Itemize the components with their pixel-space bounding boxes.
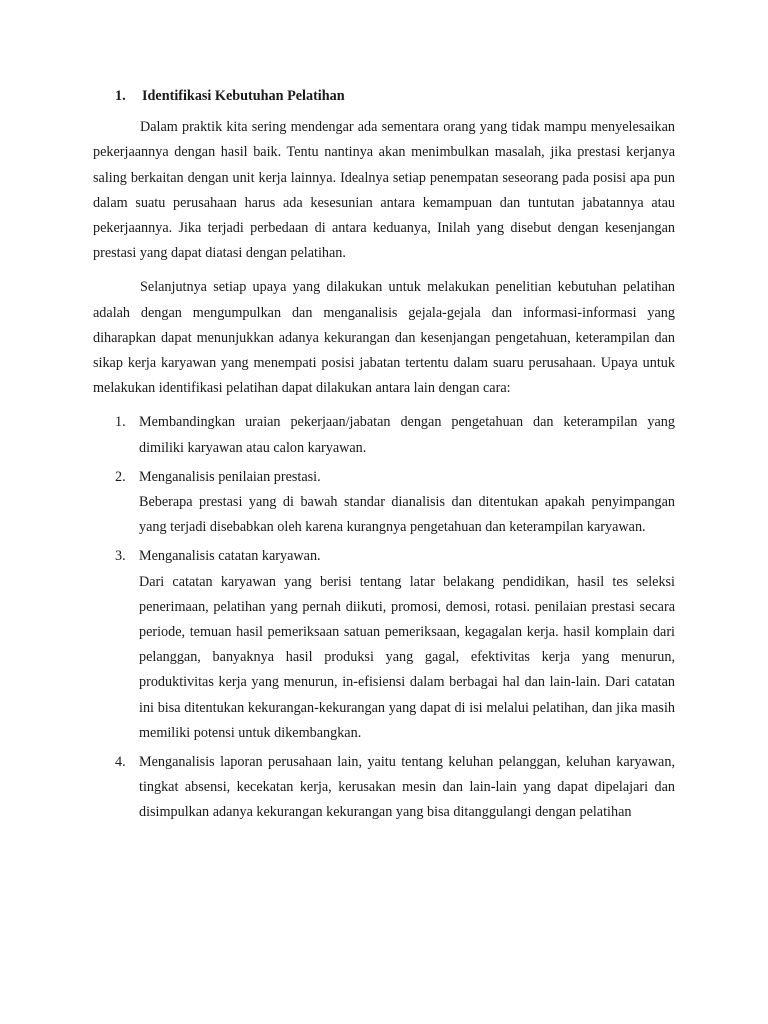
list-item-number: 1. [115, 414, 126, 431]
list-item-detail: Beberapa prestasi yang di bawah standar dianalisis dan ditentukan apakah penyimpangan yang terjadi disebabkan oleh karena kurangnya pengetahuan dan keterampilan karyawan. [139, 494, 675, 536]
list-item-detail: Dari catatan karyawan yang berisi tentang latar belakang pendidikan, hasil tes seleksi penerimaan, pelatihan yang pernah diikuti, promosi, demosi, rotasi. penilaian prestasi secara periode, temuan hasil pemeriksaan satuan pemeriksaan, kegagalan kerja. hasil komplain dari pelanggan, banyaknya hasil produksi yang gagal, efektivitas kerja yang menurun, produktivitas kerja yang menurun, in-efisiensi dalam berbagai hal dan lain-lain. Dari catatan ini bisa ditentukan kekurangan-kekurangan yang dapat di isi melalui pelatihan, dan jika masih memiliki potensi untuk dikembangkan. [139, 573, 675, 741]
list-item [93, 410, 675, 460]
list-item-title: Menganalisis penilaian prestasi. [139, 468, 321, 485]
list-item-title: Menganalisis laporan perusahaan lain, yaitu tentang keluhan pelanggan, keluhan karyawan, tingkat absensi, kecekatan kerja, kerusakan mesin dan lain-lain yang dapat dipelajari dan disimpulkan adanya kekurangan kekurangan yang bisa ditanggulangi dengan pelatihan [139, 754, 675, 821]
section-number: 1. [115, 88, 126, 104]
paragraph-method: Selanjutnya setiap upaya yang dilakukan untuk melakukan penelitian kebutuhan pelatihan adalah dengan mengumpulkan dan menganalisis gejala-gejala dan informasi-informasi yang diharapkan dapat menunjukkan adanya kekurangan dan kesenjangan pengetahuan, keterampilan dan sikap kerja karyawan yang menempati posisi jabatan tertentu dalam suaru perusahaan. Upaya untuk melakukan identifikasi pelatihan dapat dilakukan antara lain dengan cara: [93, 279, 675, 397]
list-item-number: 3. [115, 548, 126, 565]
list-item-number: 2. [115, 468, 126, 485]
list-item-number: 4. [115, 754, 126, 771]
method-list [93, 410, 675, 825]
section-title: Identifikasi Kebutuhan Pelatihan [142, 88, 345, 104]
list-item-title: Menganalisis catatan karyawan. [139, 548, 321, 565]
list-item [93, 544, 675, 746]
document-page [93, 84, 675, 830]
section-heading [93, 84, 675, 109]
list-item [93, 750, 675, 826]
list-item-title: Membandingkan uraian pekerjaan/jabatan dengan pengetahuan dan keterampilan yang dimiliki karyawan atau calon karyawan. [139, 414, 675, 456]
list-item [93, 465, 675, 541]
paragraph-intro: Dalam praktik kita sering mendengar ada sementara orang yang tidak mampu menyelesaikan pekerjaannya dengan hasil baik. Tentu nantinya akan menimbulkan masalah, jika prestasi kerjanya saling berkaitan dengan unit kerja lainnya. Idealnya setiap penempatan seseorang pada posisi apa pun dalam suatu perusahaan harus ada kesesunian antara kemampuan dan tuntutan jabatannya atau pekerjaannya. Jika terjadi perbedaan di antara keduanya, Inilah yang disebut dengan kesenjangan prestasi yang dapat diatasi dengan pelatihan. [93, 119, 675, 262]
